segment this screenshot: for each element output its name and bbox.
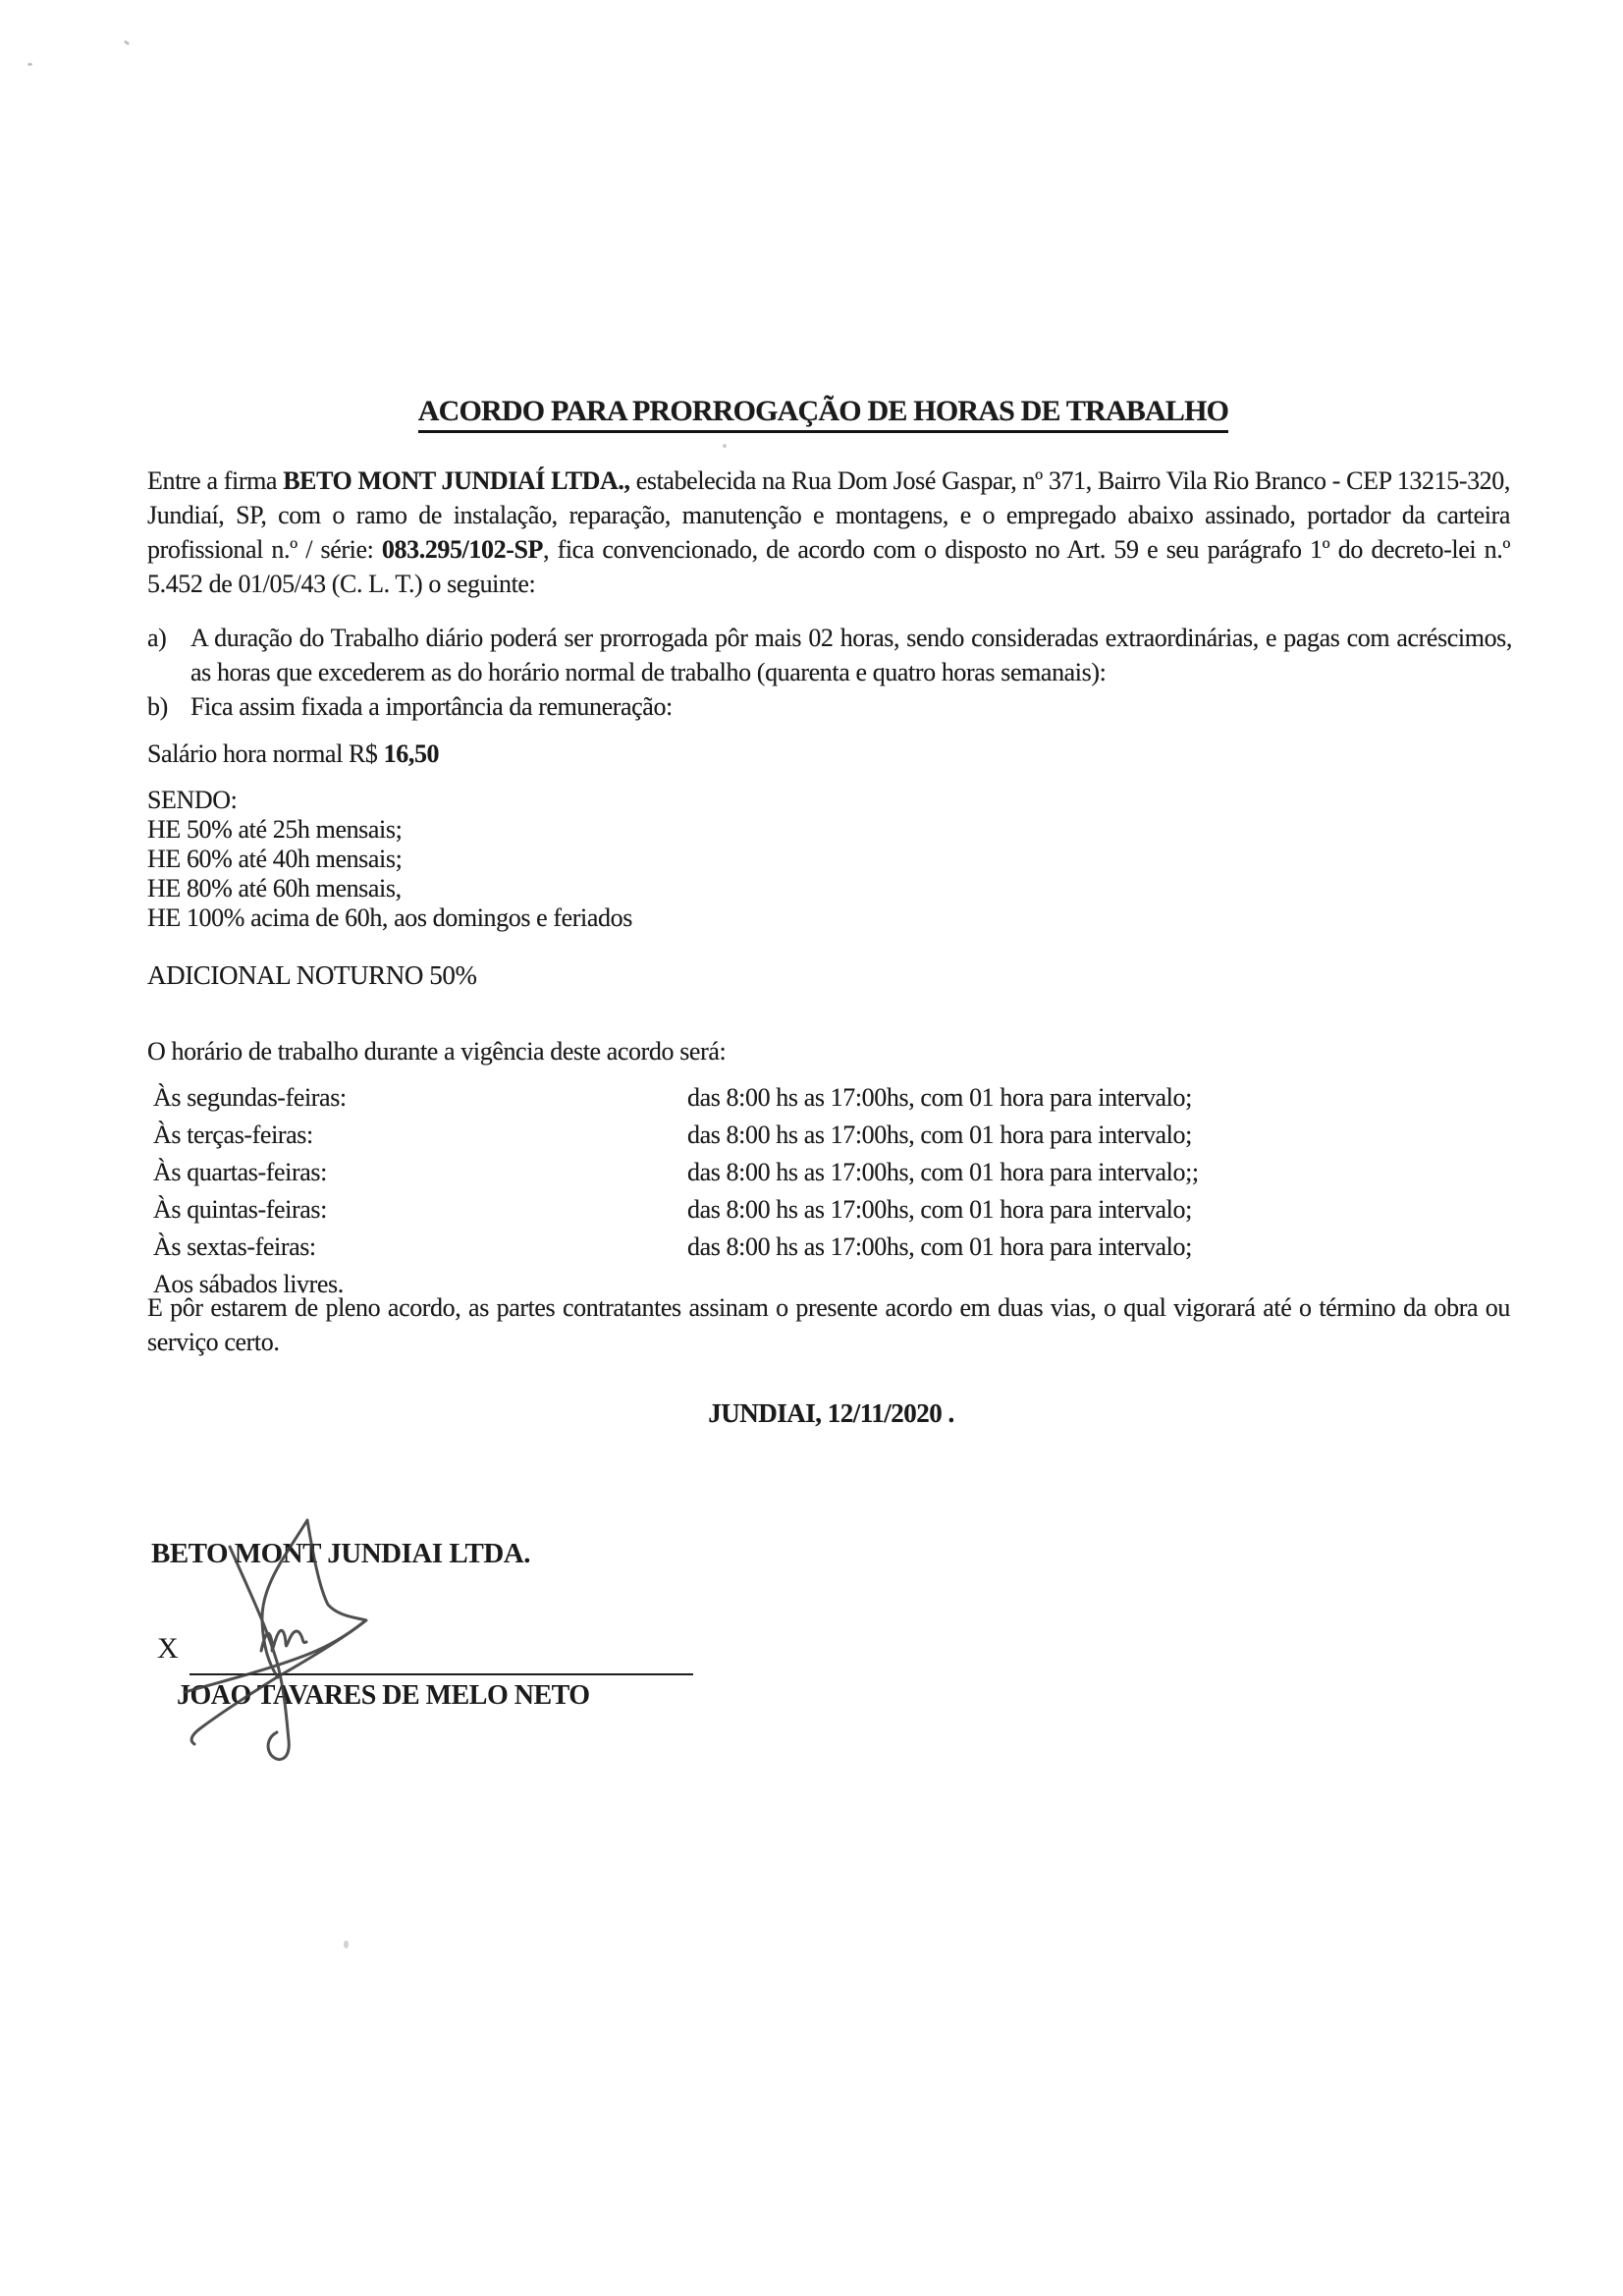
schedule-day: Às quartas-feiras: xyxy=(153,1158,327,1186)
schedule-hours: das 8:00 hs as 17:00hs, com 01 hora para intervalo; xyxy=(687,1195,1192,1224)
schedule-day: Às sextas-feiras: xyxy=(153,1232,316,1261)
night-shift-line: ADICIONAL NOTURNO 50% xyxy=(147,960,477,990)
schedule-hours: das 8:00 hs as 17:00hs, com 01 hora para intervalo; xyxy=(687,1083,1192,1112)
intro-mid: estabelecida na Rua Dom José Gaspar, nº 371, Bairro Vila Rio Branco - CEP 13215-320, Jundiaí, SP, com o ramo de instalação, reparação, manutenção e montagens, e o empregado abaixo assinado, portador da carteira profissional n.º / série: xyxy=(147,466,1510,564)
scan-speck xyxy=(124,40,131,46)
overtime-rate-item: HE 80% até 60h mensais, xyxy=(147,874,402,902)
scan-speck xyxy=(723,444,727,448)
intro-company-name: BETO MONT JUNDIAÍ LTDA., xyxy=(283,466,630,495)
schedule-day: Aos sábados livres. xyxy=(153,1270,344,1298)
schedule-row xyxy=(153,1154,1520,1191)
schedule-row xyxy=(153,1191,1520,1229)
schedule-table xyxy=(153,1079,1520,1303)
schedule-hours: das 8:00 hs as 17:00hs, com 01 hora para intervalo; xyxy=(687,1232,1192,1261)
overtime-rate-item: HE 60% até 40h mensais; xyxy=(147,845,403,873)
scan-speck xyxy=(27,63,32,66)
clause-list xyxy=(147,621,1512,724)
schedule-hours: das 8:00 hs as 17:00hs, com 01 hora para intervalo;; xyxy=(687,1158,1199,1186)
intro-paragraph xyxy=(147,464,1510,601)
clause-a xyxy=(147,621,1512,689)
date-line: JUNDIAI, 12/11/2020 . xyxy=(708,1398,954,1428)
schedule-day: Às terças-feiras: xyxy=(153,1121,313,1149)
schedule-intro: O horário de trabalho durante a vigência deste acordo será: xyxy=(147,1037,727,1066)
schedule-day: Às segundas-feiras: xyxy=(153,1083,347,1112)
signature-scribble xyxy=(133,1514,643,1809)
scan-speck xyxy=(344,1941,349,1948)
closing-paragraph: E pôr estarem de pleno acordo, as partes contratantes assinam o presente acordo em duas vias, o qual vigorará até o término da obra ou serviço certo. xyxy=(147,1293,1510,1356)
salary-value: 16,50 xyxy=(383,739,440,768)
schedule-row xyxy=(153,1079,1520,1117)
clause-a-text: A duração do Trabalho diário poderá ser prorrogada pôr mais 02 horas, sendo consideradas extraordinárias, e pagas com acréscimos, as horas que excederem as do horário normal de trabalho (quarenta e quatro horas semanais): xyxy=(190,624,1512,686)
signature-company-name: BETO MONT JUNDIAI LTDA. xyxy=(151,1538,531,1569)
document-title: ACORDO PARA PRORROGAÇÃO DE HORAS DE TRABALHO xyxy=(418,395,1228,433)
overtime-rate-item: HE 100% acima de 60h, aos domingos e feriados xyxy=(147,903,632,932)
signature-x-mark: X xyxy=(157,1632,179,1665)
salary-label: Salário hora normal R$ xyxy=(147,739,384,768)
salary-line xyxy=(147,737,439,771)
schedule-row xyxy=(153,1229,1520,1266)
document-title-row xyxy=(0,395,1623,433)
schedule-day: Às quintas-feiras: xyxy=(153,1195,327,1224)
intro-post: , fica convencionado, de acordo com o disposto no Art. 59 e seu parágrafo 1º do decreto-lei n.º 5.452 de 01/05/43 (C. L. T.) o seguinte: xyxy=(147,535,1511,598)
signer-name: JOAO TAVARES DE MELO NETO xyxy=(177,1680,590,1711)
intro-pre: Entre a firma xyxy=(147,466,284,495)
clause-b-text: Fica assim fixada a importância da remuneração: xyxy=(190,692,673,721)
schedule-row xyxy=(153,1117,1520,1154)
schedule-hours: das 8:00 hs as 17:00hs, com 01 hora para intervalo; xyxy=(687,1121,1192,1149)
overtime-rates-block xyxy=(147,786,632,933)
clause-b-marker: b) xyxy=(147,692,168,721)
clause-a-marker: a) xyxy=(147,624,167,652)
clause-b xyxy=(147,689,1512,724)
overtime-rates-heading: SENDO: xyxy=(147,786,238,814)
intro-serie-number: 083.295/102-SP xyxy=(381,535,544,564)
overtime-rate-item: HE 50% até 25h mensais; xyxy=(147,815,403,844)
